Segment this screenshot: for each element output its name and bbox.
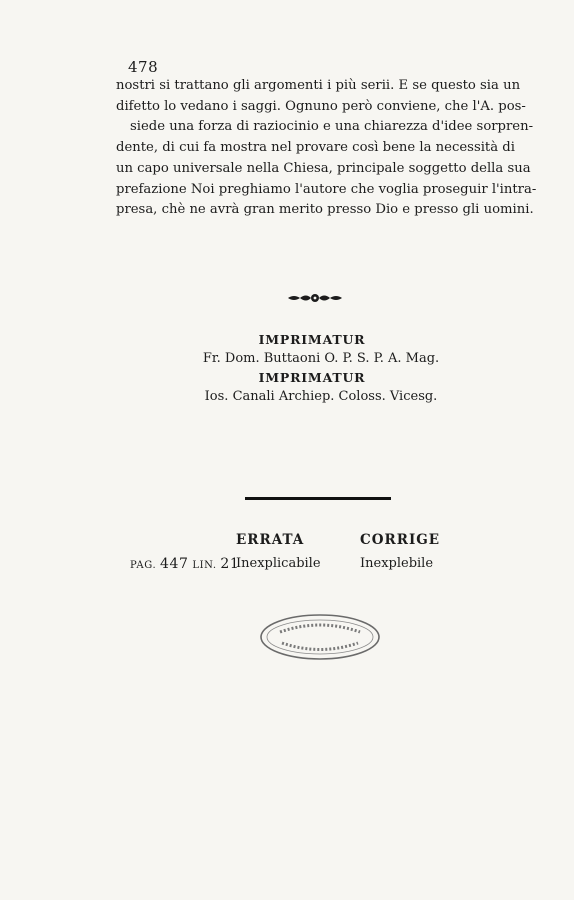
text-line: nostri si trattano gli argomenti i più serii. E se questo sia un <box>116 78 521 93</box>
body-paragraph <box>116 76 537 221</box>
errata-reference <box>130 556 239 572</box>
imprimatur-title: IMPRIMATUR <box>258 332 366 347</box>
fleuron-icon <box>286 292 344 304</box>
errata-header: ERRATA <box>236 532 305 548</box>
imprimatur-signatory: Ios. Canali Archiep. Coloss. Vicesg. <box>204 389 438 404</box>
imprimatur-block <box>0 330 574 406</box>
page-label: PAG. <box>130 560 157 571</box>
library-stamp-icon <box>258 612 382 662</box>
text-line: siede una forza di raziocinio e una chiarezza d'idee sorpren- <box>130 119 534 135</box>
text-line: presa, chè ne avrà gran merito presso Dio e presso gli uomini. <box>116 202 534 218</box>
imprimatur-title: IMPRIMATUR <box>258 370 366 385</box>
horizontal-rule <box>245 497 391 500</box>
errata-word: Inexplicabile <box>236 556 321 571</box>
imprimatur-signatory: Fr. Dom. Buttaoni O. P. S. P. A. Mag. <box>202 351 440 366</box>
text-line: prefazione Noi preghiamo l'autore che voglia proseguir l'intra- <box>116 181 537 197</box>
text-line: un capo universale nella Chiesa, principale soggetto della sua <box>116 160 531 176</box>
text-line: dente, di cui fa mostra nel provare così bene la necessità di <box>116 140 515 156</box>
line-label: LIN. <box>192 560 217 571</box>
page-number: 478 <box>128 58 159 76</box>
corrige-word: Inexplebile <box>360 556 434 571</box>
line-ref-number: 21 <box>220 556 240 572</box>
corrige-header: CORRIGE <box>360 532 441 548</box>
page-ref-number: 447 <box>160 556 189 572</box>
text-line: difetto lo vedano i saggi. Ognuno però conviene, che l'A. pos- <box>116 98 526 114</box>
